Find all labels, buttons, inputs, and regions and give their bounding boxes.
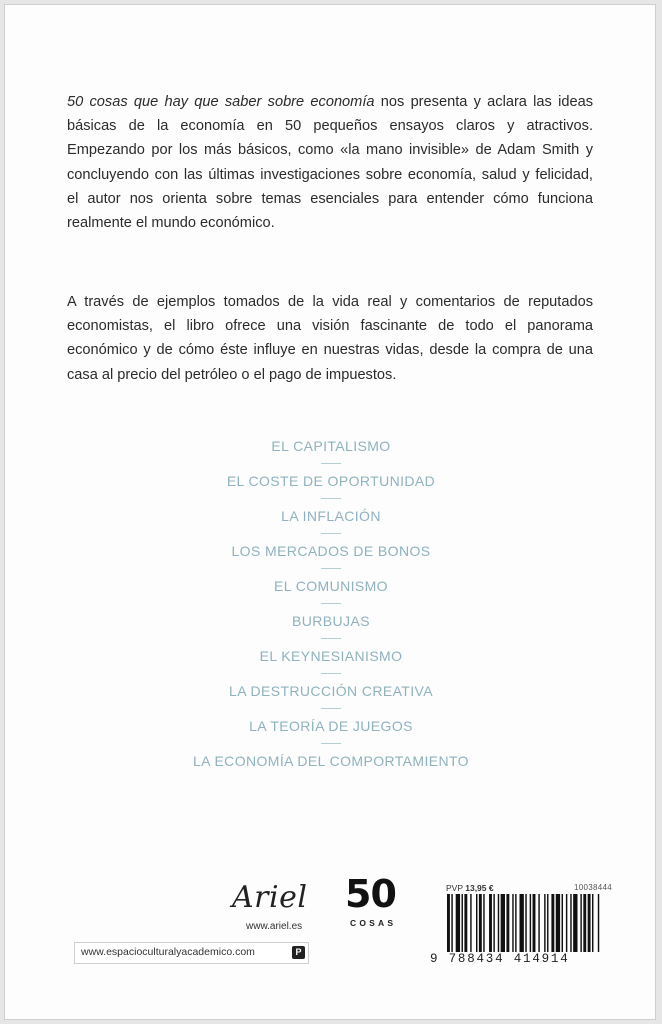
barcode-bar <box>464 894 467 952</box>
product-code: 10038444 <box>574 883 612 892</box>
barcode-bar <box>520 894 524 952</box>
barcode-bar <box>512 894 513 952</box>
topic-divider <box>321 673 341 674</box>
barcode-bar <box>580 894 581 952</box>
barcode-bar <box>562 894 563 952</box>
topic-item: BURBUJAS <box>292 613 370 629</box>
barcode-bar <box>470 894 471 952</box>
topic-divider <box>321 743 341 744</box>
topic-item: EL KEYNESIANISMO <box>259 648 403 664</box>
topic-item: LA TEORÍA DE JUEGOS <box>249 718 413 734</box>
blurb-paragraph-1 <box>67 90 593 235</box>
topic-divider <box>321 603 341 604</box>
topic-divider <box>321 708 341 709</box>
topic-item: LA DESTRUCCIÓN CREATIVA <box>229 683 433 699</box>
topic-divider <box>321 533 341 534</box>
barcode-bar <box>515 894 516 952</box>
barcode-bar <box>556 894 560 952</box>
topic-divider <box>321 568 341 569</box>
barcode-bar <box>592 894 593 952</box>
barcode-bar <box>598 894 599 952</box>
barcode-bar <box>447 894 450 952</box>
barcode-bar <box>493 894 494 952</box>
barcode-bar <box>544 894 545 952</box>
barcode-bar <box>573 894 577 952</box>
topics-list <box>0 436 662 771</box>
topic-item: LA ECONOMÍA DEL COMPORTAMIENTO <box>193 753 469 769</box>
p-logo-icon: P <box>292 946 305 959</box>
barcode-bar <box>570 894 571 952</box>
price-label: PVP <box>446 883 463 893</box>
barcode-bar <box>451 894 452 952</box>
barcode-bar <box>583 894 586 952</box>
barcode-bar <box>530 894 531 952</box>
barcode-bar <box>462 894 463 952</box>
barcode-bar <box>476 894 477 952</box>
price-value: 13,95 € <box>465 883 494 893</box>
barcode-bar <box>566 894 567 952</box>
topic-item: LOS MERCADOS DE BONOS <box>231 543 431 559</box>
topic-item: EL CAPITALISMO <box>271 438 391 454</box>
topic-item: EL COMUNISMO <box>274 578 388 594</box>
series-number: 50 <box>345 872 396 916</box>
publisher-logo: Ariel <box>232 880 308 915</box>
price-tag <box>446 883 494 893</box>
topic-divider <box>321 498 341 499</box>
isbn-number: 9 788434 414914 <box>430 952 570 966</box>
barcode-bar <box>456 894 460 952</box>
topic-divider <box>321 638 341 639</box>
website-box[interactable] <box>74 942 309 964</box>
topic-item: LA INFLACIÓN <box>281 508 381 524</box>
barcode-bar <box>588 894 591 952</box>
book-title-italic: 50 cosas que hay que saber sobre economía <box>67 94 375 110</box>
topic-item: EL COSTE DE OPORTUNIDAD <box>226 473 436 489</box>
blurb-paragraph-1-text: nos presenta y aclara las ideas básicas de la economía en 50 pequeños ensayos claros y atractivos. Empezando por los más básicos, como «la mano invisible» de Adam Smith y concluyendo con las últimas investigaciones sobre economía, salud y felicidad, el autor nos orienta sobre temas esenciales para entender cómo funciona realmente el mundo económico. <box>67 94 593 232</box>
barcode-bar <box>498 894 499 952</box>
barcode-bar <box>501 894 505 952</box>
barcode-bar <box>506 894 509 952</box>
barcode-bar <box>483 894 484 952</box>
topic-divider <box>321 463 341 464</box>
barcode-bar <box>547 894 548 952</box>
barcode-bar <box>551 894 554 952</box>
barcode-bar <box>525 894 526 952</box>
barcode <box>444 894 659 956</box>
barcode-bar <box>479 894 482 952</box>
publisher-url: www.ariel.es <box>246 921 303 932</box>
blurb-paragraph-2: A través de ejemplos tomados de la vida real y comentarios de reputados economistas, el libro ofrece una visión fascinante de todo el panorama económico y de cómo éste influye en nuestras vidas, desde la compra de una casa al precio del petróleo o el pago de impuestos. <box>67 294 593 383</box>
barcode-bar <box>489 894 492 952</box>
website-url[interactable]: www.espacioculturalyacademico.com <box>81 946 255 958</box>
barcode-bar <box>538 894 539 952</box>
barcode-bar <box>533 894 536 952</box>
series-word: COSAS <box>350 918 397 928</box>
